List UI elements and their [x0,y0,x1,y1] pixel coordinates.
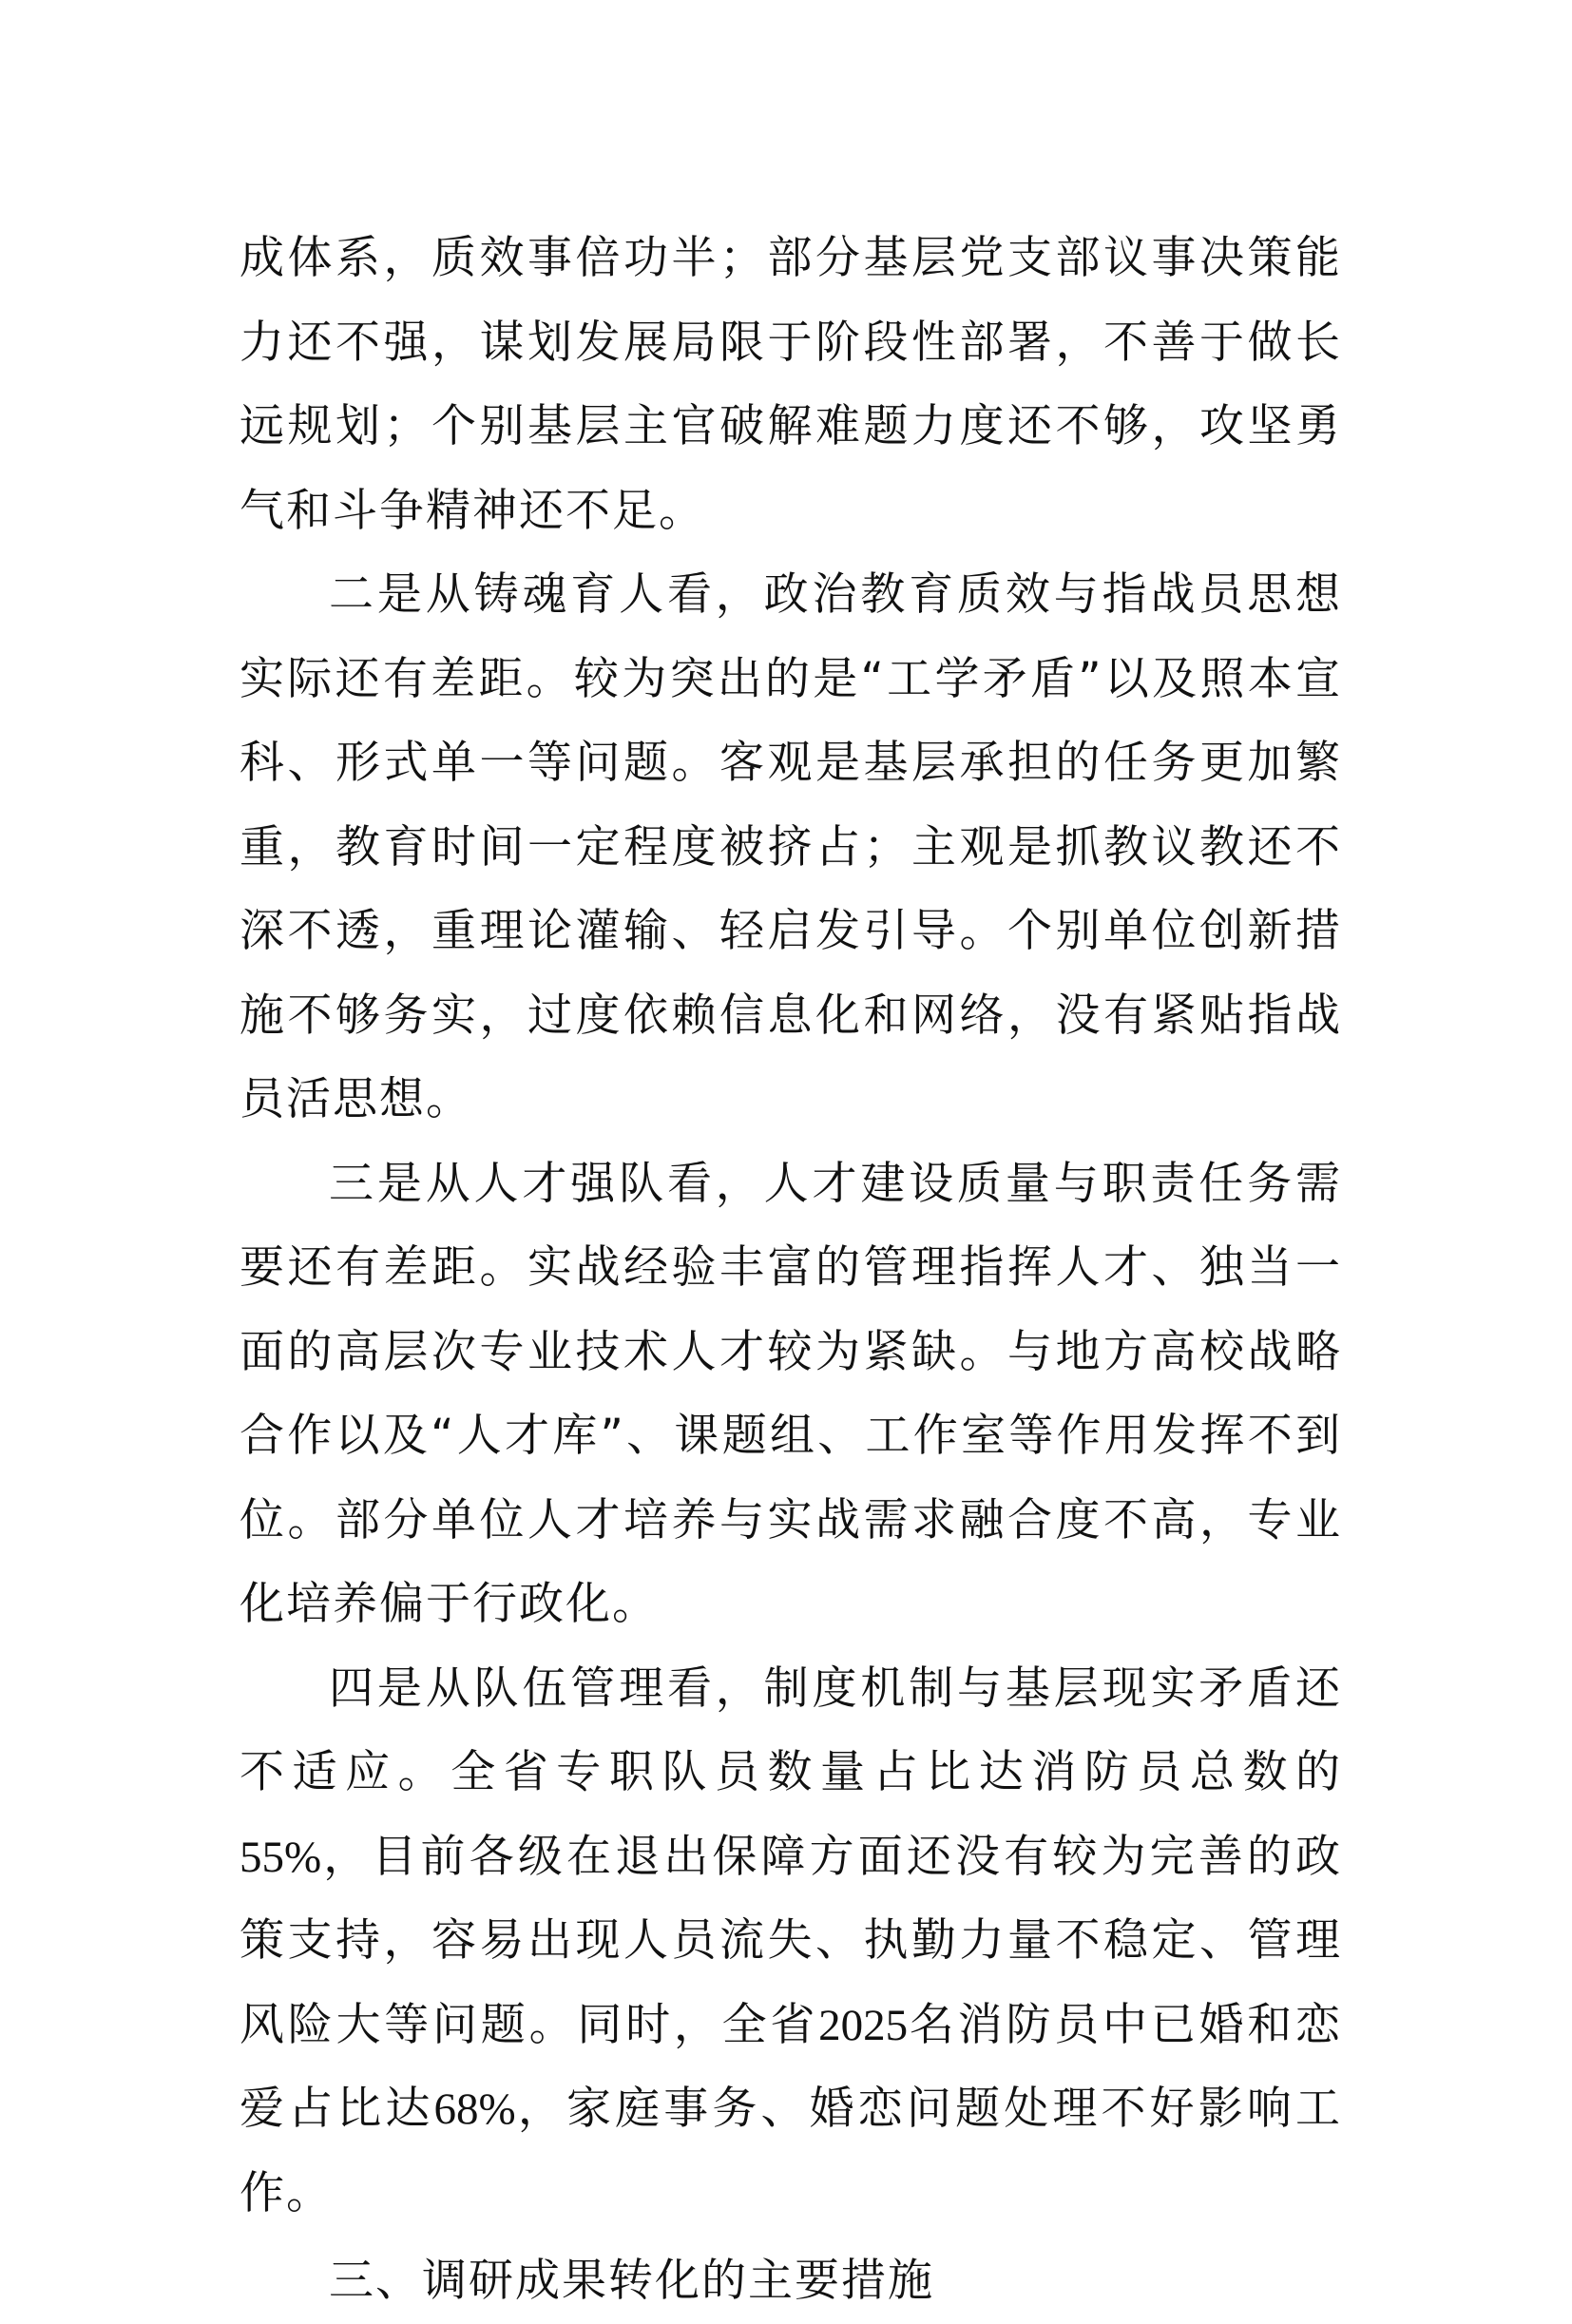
point-four-count: 2025 [818,2000,909,2050]
point-four-text-4: ，家庭事务、婚恋问题处理不好影响工作。 [240,2083,1343,2219]
point-four-text-3: 名消防员中已婚和恋爱占比达 [240,1998,1343,2135]
section-heading: 三、调研成果转化的主要措施 [329,2255,934,2307]
point-four-text-2: ，目前各级在退出保障方面还没有较为完善的政策支持，容易出现人员流失、执勤力量不稳定、管理风险大等问题。同时，全省 [240,1830,1342,2051]
point-four-percent-2: 68% [433,2084,516,2134]
paragraph-continuation: 成体系，质效事倍功半；部分基层党支部议事决策能力还不强，谋划发展局限于阶段性部署，不善于做长远规划；个别基层主官破解难题力度还不够，攻坚勇气和斗争精神还不足。 [240,232,1342,537]
paragraph-point-two: 二是从铸魂育人看，政治教育质效与指战员思想实际还有差距。较为突出的是“工学矛盾”以及照本宣科、形式单一等问题。客观是基层承担的任务更加繁重，教育时间一定程度被挤占；主观是抓教议教还不深不透，重理论灌输、轻启发引导。个别单位创新措施不够务实，过度依赖信息化和网络，没有紧贴指战员活思想。 [240,568,1342,1125]
document-body [240,217,1342,2324]
point-four-percent-1: 55% [240,1832,322,1882]
paragraph-point-three: 三是从人才强队看，人才建设质量与职责任务需要还有差距。实战经验丰富的管理指挥人才、独当一面的高层次专业技术人才较为紧缺。与地方高校战略合作以及“人才库”、课题组、工作室等作用发挥不到位。部分单位人才培养与实战需求融合度不高，专业化培养偏于行政化。 [240,1157,1342,1630]
paragraph-point-four [240,1647,1342,2237]
point-four-text-1: 四是从队伍管理看，制度机制与基层现实矛盾还不适应。全省专职队员数量占比达消防员总数的 [240,1661,1342,1798]
